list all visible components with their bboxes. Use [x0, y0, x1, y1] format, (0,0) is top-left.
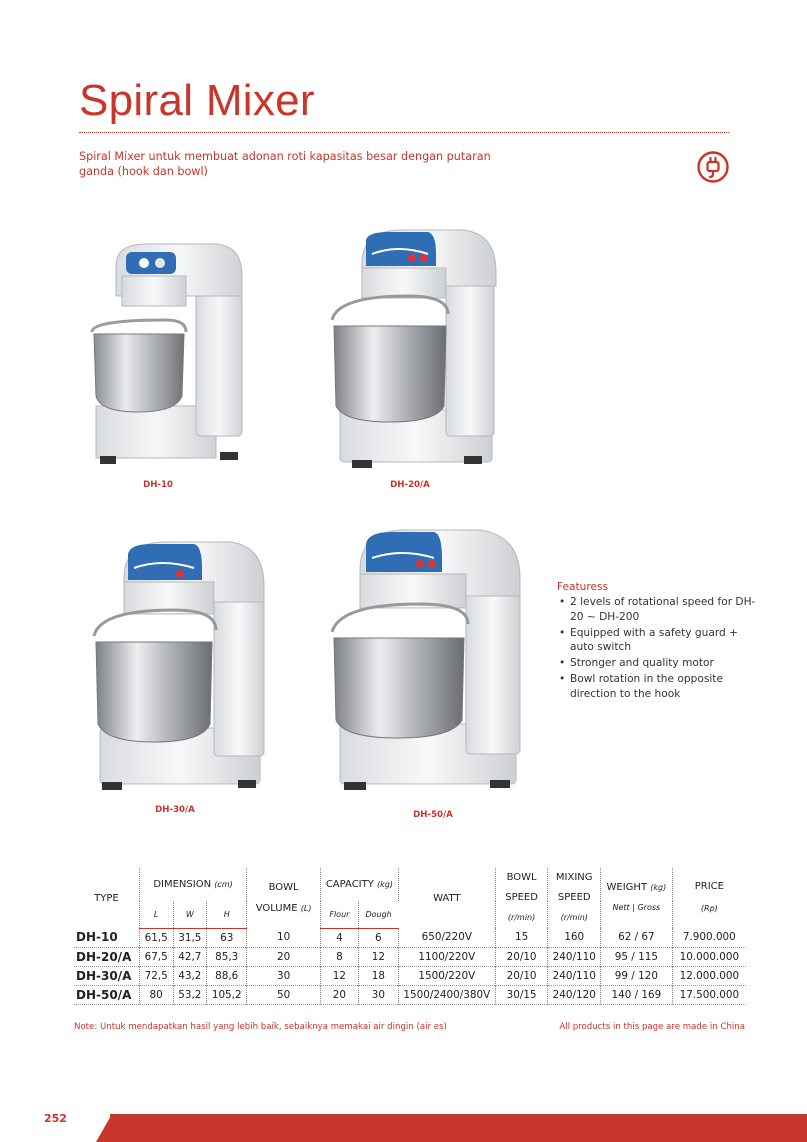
header-dimension: DIMENSION (cm) — [139, 868, 246, 901]
cell-h: 105,2 — [207, 985, 247, 1004]
page-title: Spiral Mixer — [79, 76, 315, 125]
cell-volume: 10 — [247, 928, 321, 947]
header-bowl-speed: BOWL SPEED (r/min) — [495, 868, 548, 928]
table-row — [74, 928, 746, 947]
cell-dough: 12 — [358, 947, 398, 966]
cell-mixing-speed: 240/120 — [548, 985, 601, 1004]
cell-l: 80 — [139, 985, 173, 1004]
product-caption-dh-20a: DH-20/A — [390, 480, 430, 490]
cell-watt: 650/220V — [398, 928, 495, 947]
cell-volume: 30 — [247, 966, 321, 985]
feature-item: • 2 levels of rotational speed for DH-20 ~ DH-200 — [557, 595, 757, 624]
cell-l: 61,5 — [139, 928, 173, 947]
cell-watt: 1500/2400/380V — [398, 985, 495, 1004]
cell-type: DH-10 — [74, 928, 139, 947]
cell-price: 10.000.000 — [679, 950, 740, 963]
header-dough: Dough — [358, 901, 398, 928]
cell-l: 67,5 — [139, 947, 173, 966]
cell-volume: 20 — [247, 947, 321, 966]
cell-bowl-speed: 30/15 — [495, 985, 548, 1004]
cell-l: 72,5 — [139, 966, 173, 985]
header-flour: Flour — [320, 901, 358, 928]
cell-flour: 12 — [320, 966, 358, 985]
feature-item: • Stronger and quality motor — [557, 656, 757, 671]
cell-volume: 50 — [247, 985, 321, 1004]
cell-type: DH-20/A — [74, 947, 139, 966]
cell-mixing-speed: 240/110 — [548, 947, 601, 966]
page-subtitle: Spiral Mixer untuk membuat adonan roti kapasitas besar dengan putaran ganda (hook dan bowl) — [79, 150, 491, 178]
header-watt: WATT — [398, 868, 495, 928]
table-row — [74, 985, 746, 1004]
header-type: TYPE — [74, 868, 139, 928]
header-bowl-volume: BOWL VOLUME (L) — [247, 868, 321, 928]
cell-flour: 4 — [320, 928, 358, 947]
cell-price: 12.000.000 — [679, 969, 740, 982]
cell-weight: 62 / 67 — [601, 928, 673, 947]
header-dim-w: W — [173, 901, 207, 928]
cell-h: 85,3 — [207, 947, 247, 966]
spec-table — [74, 868, 746, 1005]
cell-flour: 8 — [320, 947, 358, 966]
electric-plug-icon — [696, 150, 730, 184]
cell-h: 88,6 — [207, 966, 247, 985]
cell-type: DH-30/A — [74, 966, 139, 985]
table-row — [74, 947, 746, 966]
product-caption-dh-30a: DH-30/A — [155, 805, 195, 815]
cell-bowl-speed: 15 — [495, 928, 548, 947]
header-price: PRICE (Rp) — [694, 881, 724, 913]
header-dim-h: H — [207, 901, 247, 928]
cell-w: 53,2 — [173, 985, 207, 1004]
cell-price: 7.900.000 — [682, 931, 736, 944]
product-image-dh-10 — [86, 236, 246, 476]
cell-dough: 6 — [358, 928, 398, 947]
feature-item: • Bowl rotation in the opposite direction to the hook — [557, 672, 757, 701]
cell-w: 31,5 — [173, 928, 207, 947]
title-divider — [79, 132, 729, 133]
cell-weight: 95 / 115 — [601, 947, 673, 966]
product-image-dh-30a — [92, 536, 268, 794]
cell-dough: 30 — [358, 985, 398, 1004]
product-image-dh-20a — [328, 224, 500, 476]
cell-type: DH-50/A — [74, 985, 139, 1004]
cell-bowl-speed: 20/10 — [495, 966, 548, 985]
cell-mixing-speed: 160 — [548, 928, 601, 947]
features-panel — [557, 581, 757, 703]
feature-item: • Equipped with a safety guard + auto switch — [557, 626, 757, 655]
features-list — [557, 595, 757, 701]
cell-watt: 1100/220V — [398, 947, 495, 966]
cell-flour: 20 — [320, 985, 358, 1004]
product-caption-dh-10: DH-10 — [143, 480, 173, 490]
cell-price: 17.500.000 — [679, 988, 740, 1001]
header-weight: WEIGHT (kg) Nett | Gross — [601, 868, 673, 928]
footer-bar — [110, 1114, 807, 1142]
cell-weight: 140 / 169 — [601, 985, 673, 1004]
cell-mixing-speed: 240/110 — [548, 966, 601, 985]
header-dim-l: L — [139, 901, 173, 928]
page-number: 252 — [44, 1112, 67, 1125]
header-mixing-speed: MIXING SPEED (r/min) — [548, 868, 601, 928]
product-caption-dh-50a: DH-50/A — [413, 810, 453, 820]
product-image-dh-50a — [330, 524, 522, 794]
cell-w: 42,7 — [173, 947, 207, 966]
header-capacity: CAPACITY (kg) — [320, 868, 398, 901]
note-right: All products in this page are made in China — [559, 1022, 745, 1032]
cell-h: 63 — [207, 928, 247, 947]
cell-w: 43,2 — [173, 966, 207, 985]
features-title: Featuress — [557, 581, 609, 593]
cell-watt: 1500/220V — [398, 966, 495, 985]
table-row — [74, 966, 746, 985]
cell-dough: 18 — [358, 966, 398, 985]
cell-weight: 99 / 120 — [601, 966, 673, 985]
cell-bowl-speed: 20/10 — [495, 947, 548, 966]
note-left: Note: Untuk mendapatkan hasil yang lebih baik, sebaiknya memakai air dingin (air es) — [74, 1022, 447, 1032]
